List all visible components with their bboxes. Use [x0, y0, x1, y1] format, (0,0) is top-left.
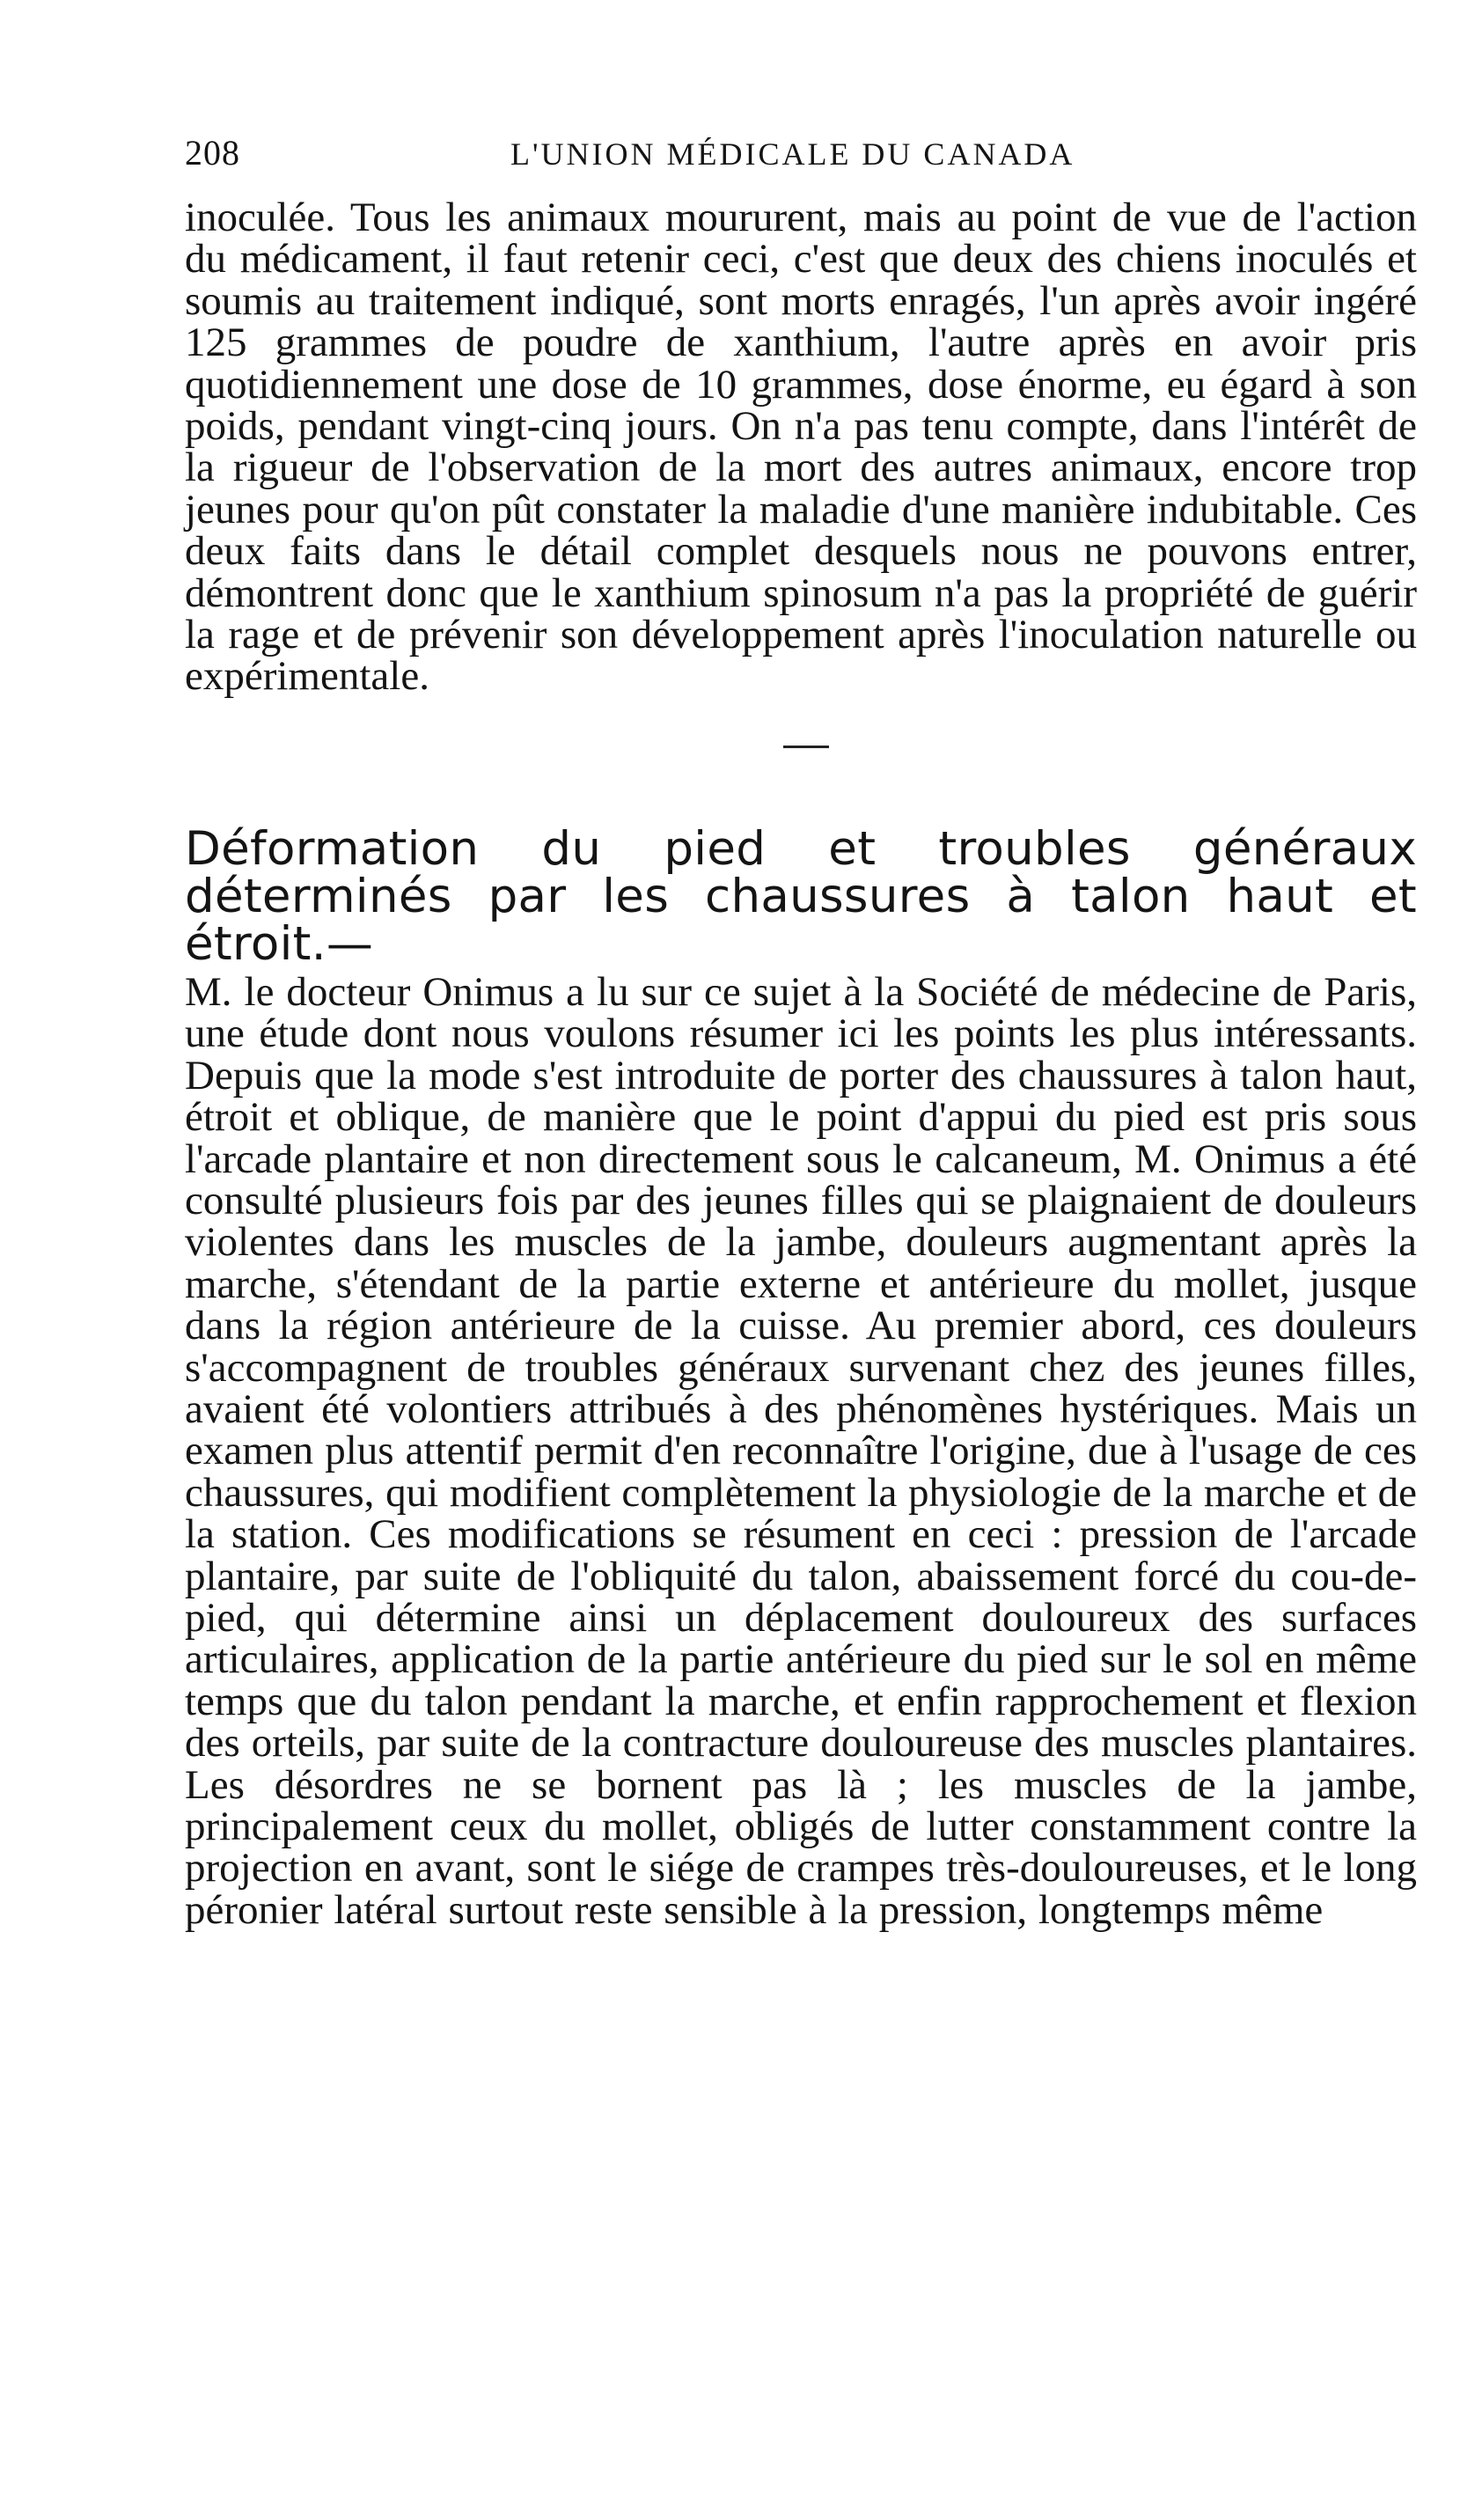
running-head	[185, 132, 1417, 185]
section-title: Déformation du pied et troubles généraux déterminés par les chaussures à talon haut et étroit.—	[185, 821, 1417, 971]
document-page	[185, 132, 1417, 1931]
section-separator	[783, 746, 829, 748]
page-number: 208	[185, 133, 240, 173]
journal-title: L'UNION MÉDICALE DU CANADA	[510, 136, 1075, 172]
paragraph-onimus-study: M. le docteur Onimus a lu sur ce sujet à la Société de médecine de Paris, une étude dont nous voulons résumer ici les points les plus intéressants. Depuis que la mode s'est introduite de porter des chaussures à talon haut, étroit et oblique, de manière que le point d'appui du pied est pris sous l'arcade plantaire et non directement sous le calcaneum, M. Onimus a été consulté plusieurs fois par des jeunes filles qui se plaignaient de douleurs violentes dans les muscles de la jambe, douleurs augmentant après la marche, s'étendant de la partie externe et antérieure du mollet, jusque dans la région antérieure de la cuisse. Au premier abord, ces douleurs s'accompagnent de troubles généraux survenant chez des jeunes filles, avaient été volontiers attribués à des phénomènes hystériques. Mais un examen plus attentif permit d'en reconnaître l'origine, due à l'usage de ces chaussures, qui modifient complètement la physiologie de la marche et de la station. Ces modifications se résument en ceci : pression de l'arcade plantaire, par suite de l'obliquité du talon, abaissement forcé du cou-de-pied, qui détermine ainsi un déplacement douloureux des surfaces articulaires, application de la partie antérieure du pied sur le sol en même temps que du talon pendant la marche, et enfin rapprochement et flexion des orteils, par suite de la contracture douloureuse des muscles plantaires. Les désordres ne se bornent pas là ; les muscles de la jambe, principalement ceux du mollet, obligés de lutter constamment contre la projection en avant, sont le siége de crampes très-douloureuses, et le long péronier latéral surtout reste sensible à la pression, longtemps même	[185, 968, 1417, 1933]
paragraph-inoculation-results: inoculée. Tous les animaux moururent, mais au point de vue de l'action du médicament, il faut retenir ceci, c'est que deux des chiens inoculés et soumis au traitement indiqué, sont morts enragés, l'un après avoir ingéré 125 grammes de poudre de xanthium, l'autre après en avoir pris quotidiennement une dose de 10 grammes, dose énorme, eu égard à son poids, pendant vingt-cinq jours. On n'a pas tenu compte, dans l'intérêt de la rigueur de l'observation de la mort des autres animaux, encore trop jeunes pour qu'on pût constater la maladie d'une manière indubitable. Ces deux faits dans le détail complet desquels nous ne pouvons entrer, démontrent donc que le xanthium spinosum n'a pas la propriété de guérir la rage et de prévenir son développement après l'inoculation naturelle ou expérimentale.	[185, 195, 1417, 700]
